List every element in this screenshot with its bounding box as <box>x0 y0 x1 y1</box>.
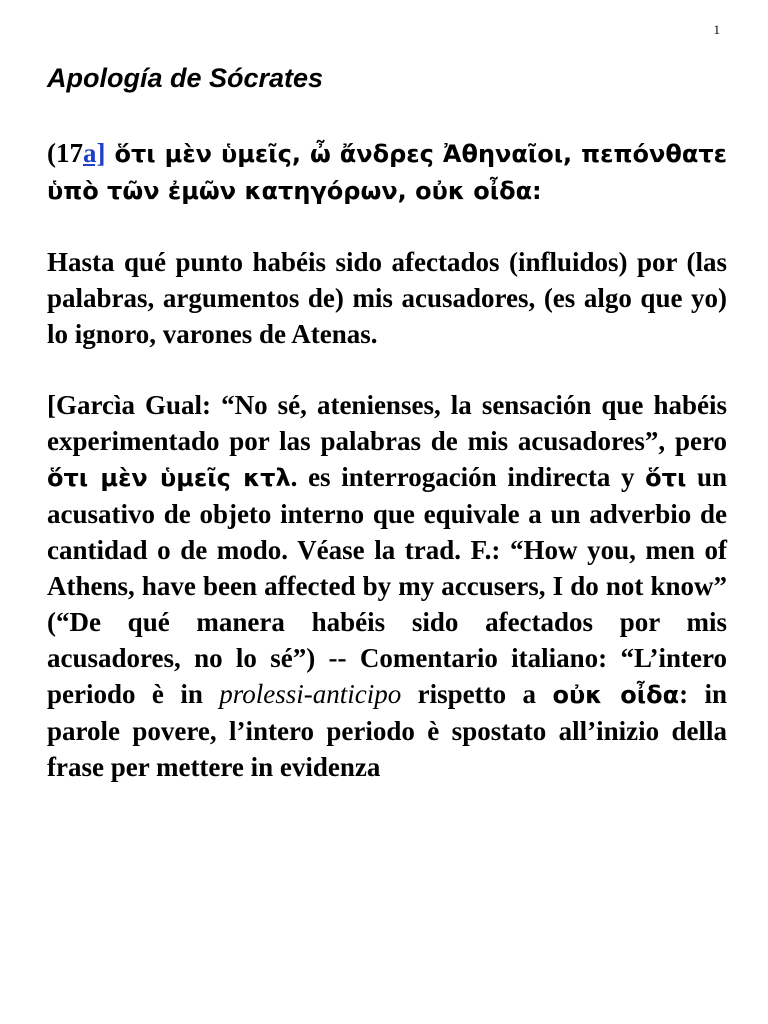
commentary-text-3: un acusativo de objeto interno que equivale a un adverbio de cantidad o de modo. Véase la trad. F.: “How you, men of Athens, have been affected by my accusers, I do not know” (“De qué manera habéis sido afectados por mis acusadores, no lo sé”) -- Comentario italiano: “L’intero periodo è in <box>47 462 727 709</box>
commentary-paragraph <box>47 387 727 785</box>
document-body <box>47 135 727 820</box>
page-number: 1 <box>713 22 720 37</box>
greek-quote-3: οὐκ οἶδα <box>552 681 680 709</box>
greek-quote-2: ὅτι <box>645 464 687 492</box>
translation-text: Hasta qué punto habéis sido afectados (influidos) por (las palabras, argumentos de) mis acusadores, (es algo que yo) lo ignoro, varones de Atenas. <box>47 247 727 349</box>
commentary-text-2: . es interrogación indirecta y <box>290 462 646 492</box>
commentary-text-4: rispetto a <box>401 679 553 709</box>
document-title: Apología de Sócrates <box>47 63 324 93</box>
greek-passage-paragraph <box>47 135 727 209</box>
greek-quote-1: ὅτι μὲν ὑμεῖς κτλ <box>47 464 291 492</box>
commentary-text-5: : in parole povere, l’intero periodo è spostato all’inizio della frase per mettere in evidenza <box>47 679 727 782</box>
translation-paragraph <box>47 244 727 352</box>
section-ref-open: (17 <box>47 138 83 168</box>
commentary-text-1: [Garcìa Gual: “No sé, atenienses, la sensación que habéis experimentado por las palabras de mis acusadores”, pero <box>47 390 727 456</box>
section-ref-link[interactable]: a] <box>83 138 106 168</box>
greek-text: ὅτι μὲν ὑμεῖς, ὦ ἄνδρες Ἀθηναῖοι, πεπόνθατε ὑπὸ τῶν ἐμῶν κατηγόρων, οὐκ οἶδα: <box>47 140 727 205</box>
italic-term: prolessi-anticipo <box>219 679 402 709</box>
